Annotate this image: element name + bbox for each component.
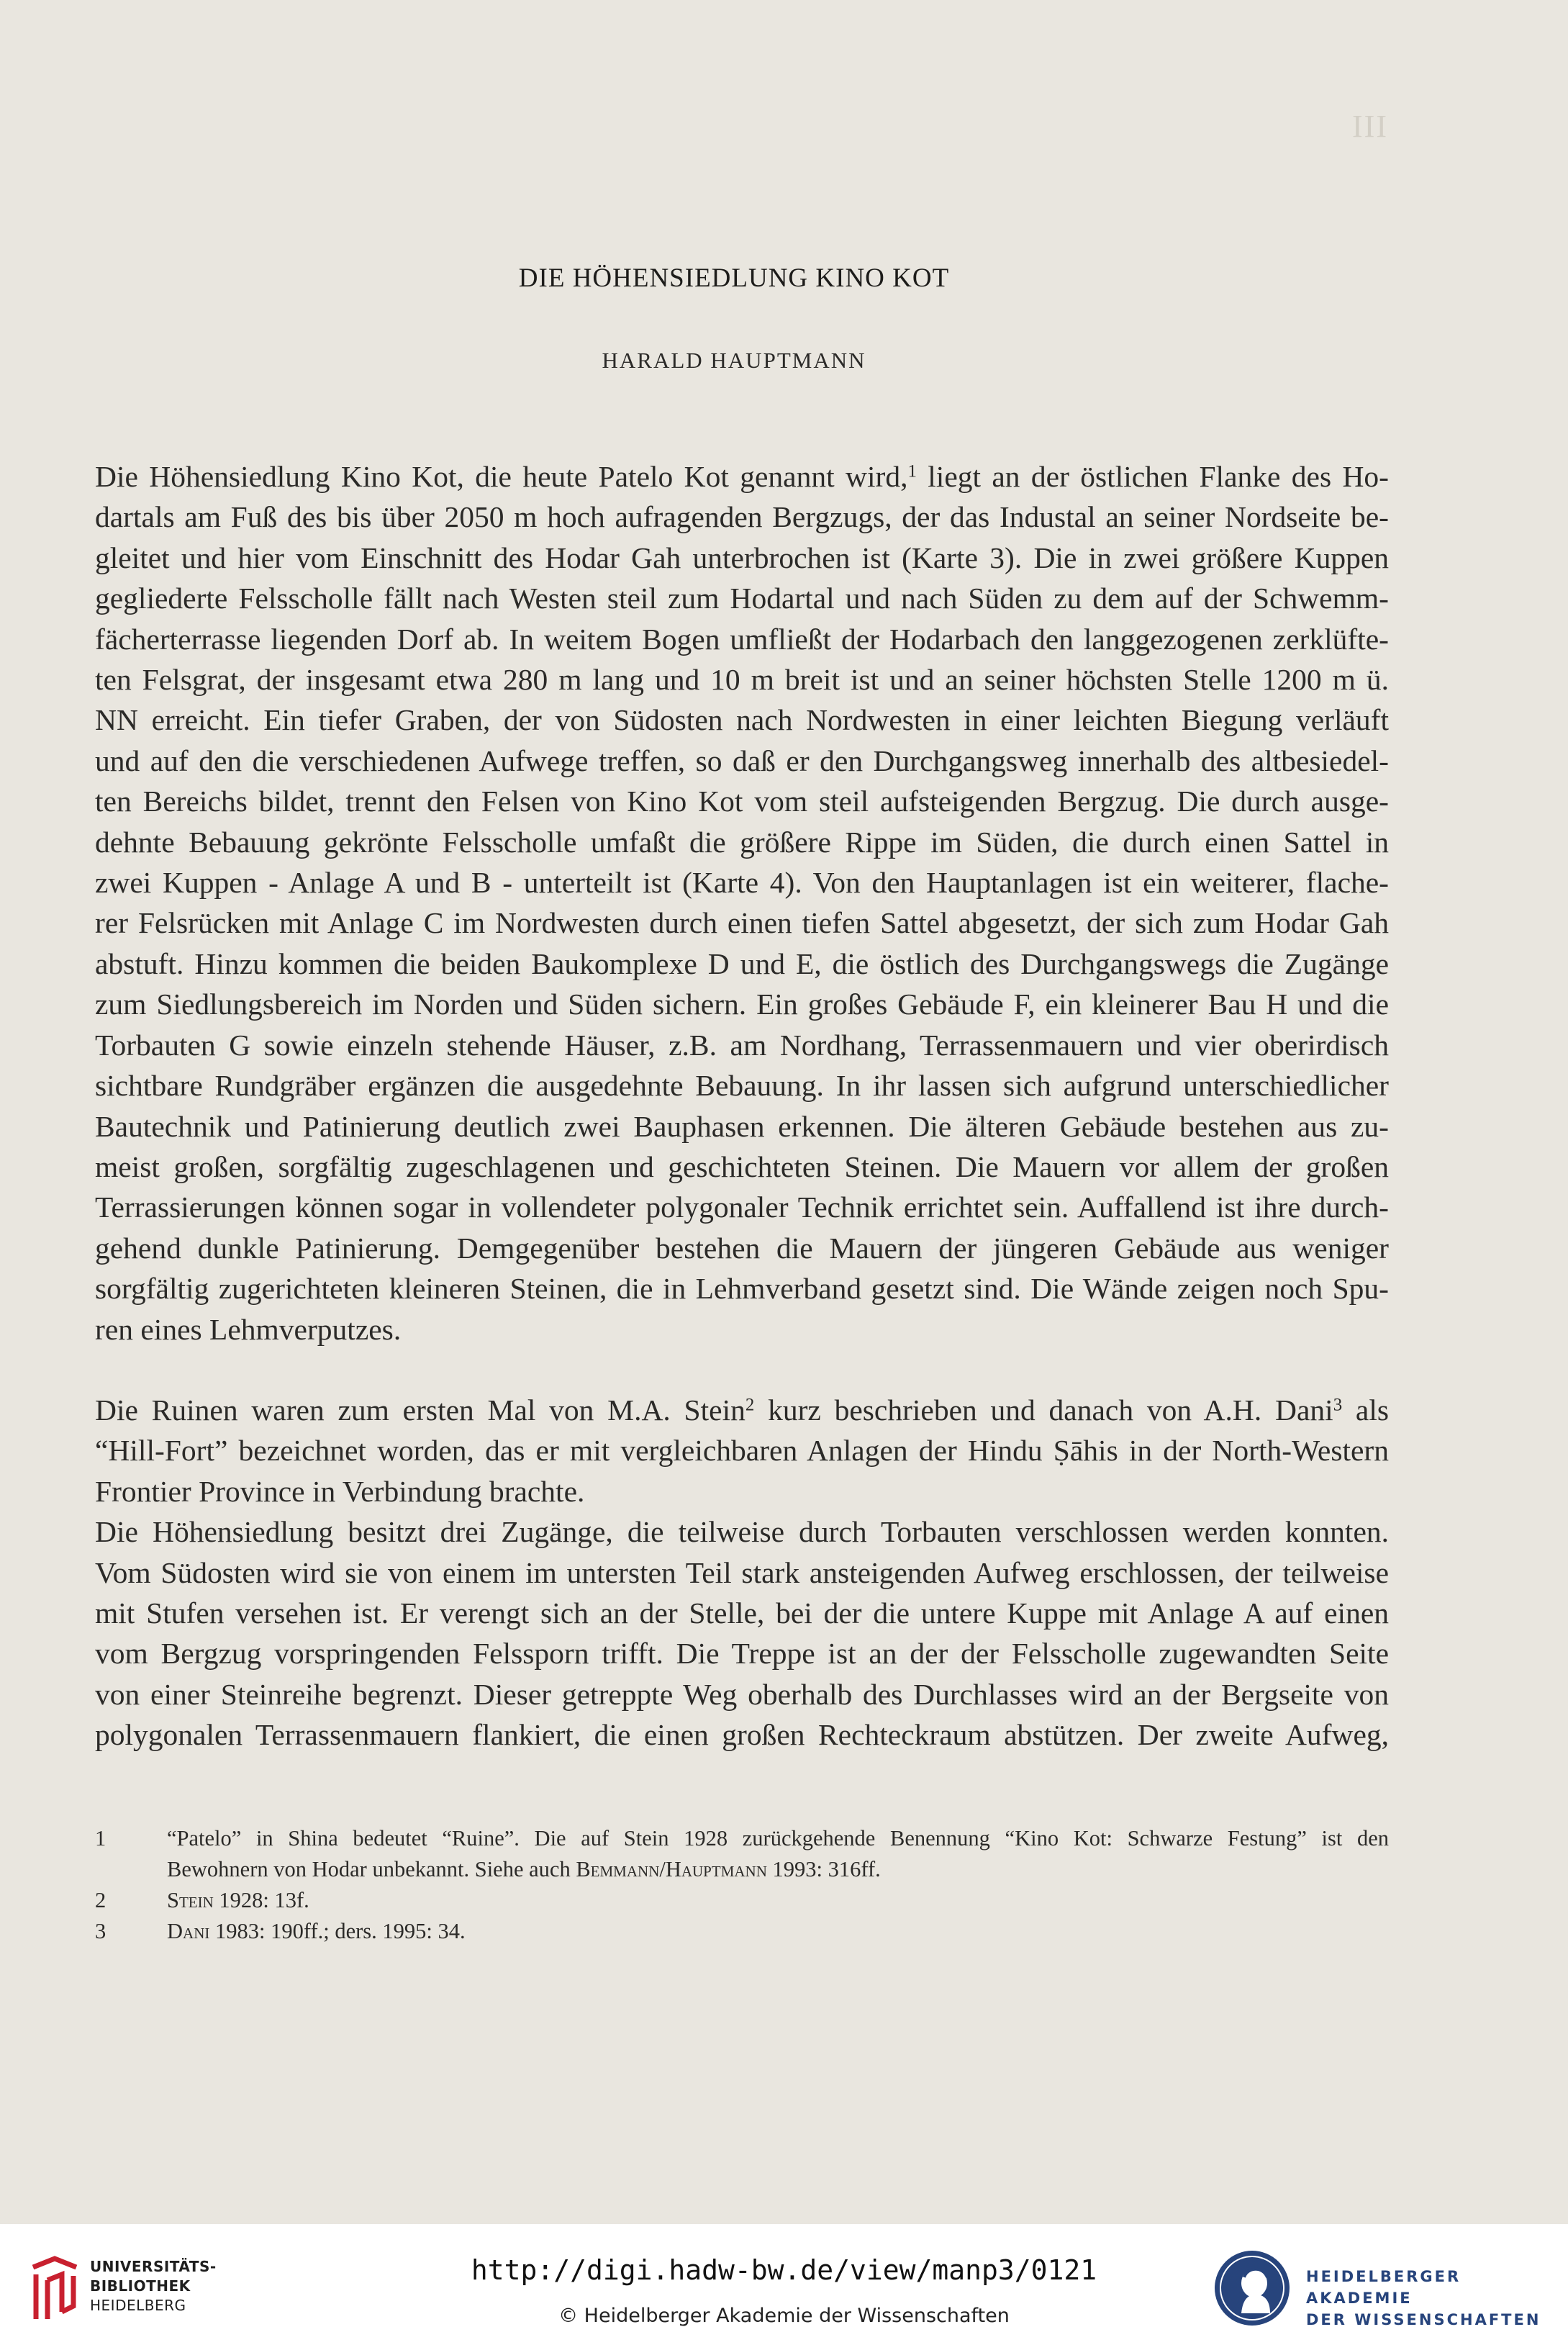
body-line: rer Felsrücken mit Anlage C im Nordwesten durch einen tiefen Sattel abgesetzt, der sich zum Hodar Gah [95,906,1389,940]
footnote-3 [95,1916,1389,1947]
body-line: meist großen, sorgfältig zugeschlagenen und geschichteten Steinen. Die Mauern vor allem der großen [95,1149,1389,1183]
footnote-ref-1[interactable]: 1 [907,461,917,482]
academy-name: HEIDELBERGER AKADEMIE DER WISSENSCHAFTEN [1306,2268,1541,2328]
body-line: mit Stufen versehen ist. Er verengt sich an der Stelle, bei der die untere Kuppe mit Anlage A auf einen [95,1596,1389,1630]
body-line: polygonalen Terrassenmauern flankiert, die einen großen Rechteckraum abstützen. Der zweite Aufweg, [95,1718,1389,1752]
body-line: sichtbare Rundgräber ergänzen die ausgedehnte Bebauung. In ihr lassen sich aufgrund unterschiedlicher [95,1069,1389,1103]
body-line: Die Ruinen waren zum ersten Mal von M.A. Stein$^2$ kurz beschrieben und danach von A.H. Dani$^3$ als [95,1393,1390,1427]
body-line: dartals am Fuß des bis über 2050 m hoch aufragenden Bergzugs, der das Industal an seiner Nordseite be- [95,500,1389,534]
footnote-number: 3 [95,1919,107,1943]
body-line: Vom Südosten wird sie von einem im untersten Teil stark ansteigenden Aufweg erschlossen, der teilweise [95,1555,1389,1589]
body-line: ten Bereichs bildet, trennt den Felsen von Kino Kot vom steil aufsteigenden Bergzug. Die durch ausge- [95,785,1389,818]
footnote-ref-2[interactable]: 2 [745,1395,755,1415]
page-footer [0,2224,1568,2350]
body-line: sorgfältig zugerichteten kleineren Steinen, die in Lehmverband gesetzt sind. Die Wände zeigen noch Spu- [95,1272,1389,1306]
footnote-text: Bewohnern von Hodar unbekannt. Siehe auch Bemmann/Hauptmann 1993: 316ff. [167,1857,881,1881]
footnote-text: Dani 1983: 190ff.; ders. 1995: 34. [167,1919,466,1943]
academy-seal-icon[interactable] [1213,2249,1292,2328]
body-line: gleitet und hier vom Einschnitt des Hodar Gah unterbrochen ist (Karte 3). Die in zwei größere Kuppen [95,541,1389,574]
body-line: ren eines Lehmverputzes. [95,1312,402,1346]
copyright-notice: © Heidelberger Akademie der Wissenschaften [558,2305,1010,2327]
body-line: Die Höhensiedlung Kino Kot, die heute Patelo Kot genannt wird,$^1$ liegt an der östlichen Flanke des Ho- [95,460,1390,493]
body-line: dehnte Bebauung gekrönte Felsscholle umfaßt die größere Rippe im Süden, die durch einen Sattel in [95,825,1389,859]
body-line: Torbauten G sowie einzeln stehende Häuser, z.B. am Nordhang, Terrassenmauern und vier oberirdisch [95,1028,1389,1062]
article-author: HARALD HAUPTMANN [602,348,866,373]
body-line: zwei Kuppen - Anlage A und B - unterteilt ist (Karte 4). Von den Hauptanlagen ist ein weiterer, flache- [95,866,1389,900]
permalink-url[interactable]: http://digi.hadw-bw.de/view/manp3/0121 [471,2254,1097,2286]
footnote-text: Stein 1928: 13f. [167,1888,309,1912]
body-line: von einer Steinreihe begrenzt. Dieser getreppte Weg oberhalb des Durchlasses wird an der Bergseite von [95,1677,1389,1711]
footnote-text: “Patelo” in Shina bedeutet “Ruine”. Die auf Stein 1928 zurückgehende Benennung “Kino Kot: Schwarze Festung” ist den [167,1826,1389,1850]
body-line: fächerterrasse liegenden Dorf ab. In weitem Bogen umfließt der Hodarbach den langgezogenen zerklüfte- [95,622,1389,656]
body-line: gegliederte Felsscholle fällt nach Westen steil zum Hodartal und nach Süden zu dem auf der Schwemm- [95,582,1389,615]
body-line: abstuft. Hinzu kommen die beiden Baukomplexe D und E, die östlich des Durchgangswegs die Zugänge [95,946,1389,980]
body-line: Frontier Province in Verbindung brachte. [95,1474,585,1508]
body-line: gehend dunkle Patinierung. Demgegenüber bestehen die Mauern der jüngeren Gebäude aus weniger [95,1231,1389,1265]
footnote-ref-3[interactable]: 3 [1333,1395,1343,1415]
article-body [95,456,1389,1755]
page-number: III [1352,109,1388,144]
body-line: Die Höhensiedlung besitzt drei Zugänge, die teilweise durch Torbauten verschlossen werden konnten. [95,1515,1389,1549]
body-line: zum Siedlungsbereich im Norden und Süden sichern. Ein großes Gebäude F, ein kleinerer Bau H und die [95,988,1389,1021]
university-library-name: UNIVERSITÄTS- BIBLIOTHEK HEIDELBERG [90,2258,217,2314]
body-line: Terrassierungen können sogar in vollendeter polygonaler Technik errichtet sein. Auffallend ist ihre durch- [95,1190,1389,1224]
body-line: “Hill-Fort” bezeichnet worden, das er mit vergleichbaren Anlagen der Hindu Ṣāhis in der North-Western [95,1434,1389,1468]
body-line: ten Felsgrat, der insgesamt etwa 280 m lang und 10 m breit ist und an seiner höchsten Stelle 1200 m ü. [95,663,1389,697]
footnote-2 [95,1885,1389,1916]
body-line: Bautechnik und Patinierung deutlich zwei Bauphasen erkennen. Die älteren Gebäude bestehen aus zu- [95,1109,1389,1143]
body-line: und auf den die verschiedenen Aufwege treffen, so daß er den Durchgangsweg innerhalb des altbesiedel- [95,744,1389,777]
body-line: vom Bergzug vorspringenden Felssporn trifft. Die Treppe ist an der der Felsscholle zugewandten Seite [95,1637,1389,1671]
footnotes [95,1823,1389,1947]
article-title: DIE HÖHENSIEDLUNG KINO KOT [518,263,950,293]
footnote-1 [95,1823,1389,1885]
footnote-number: 2 [95,1888,107,1912]
body-line: NN erreicht. Ein tiefer Graben, der von Südosten nach Nordwesten in einer leichten Biegung verläuft [95,703,1389,737]
footnote-number: 1 [95,1826,107,1850]
